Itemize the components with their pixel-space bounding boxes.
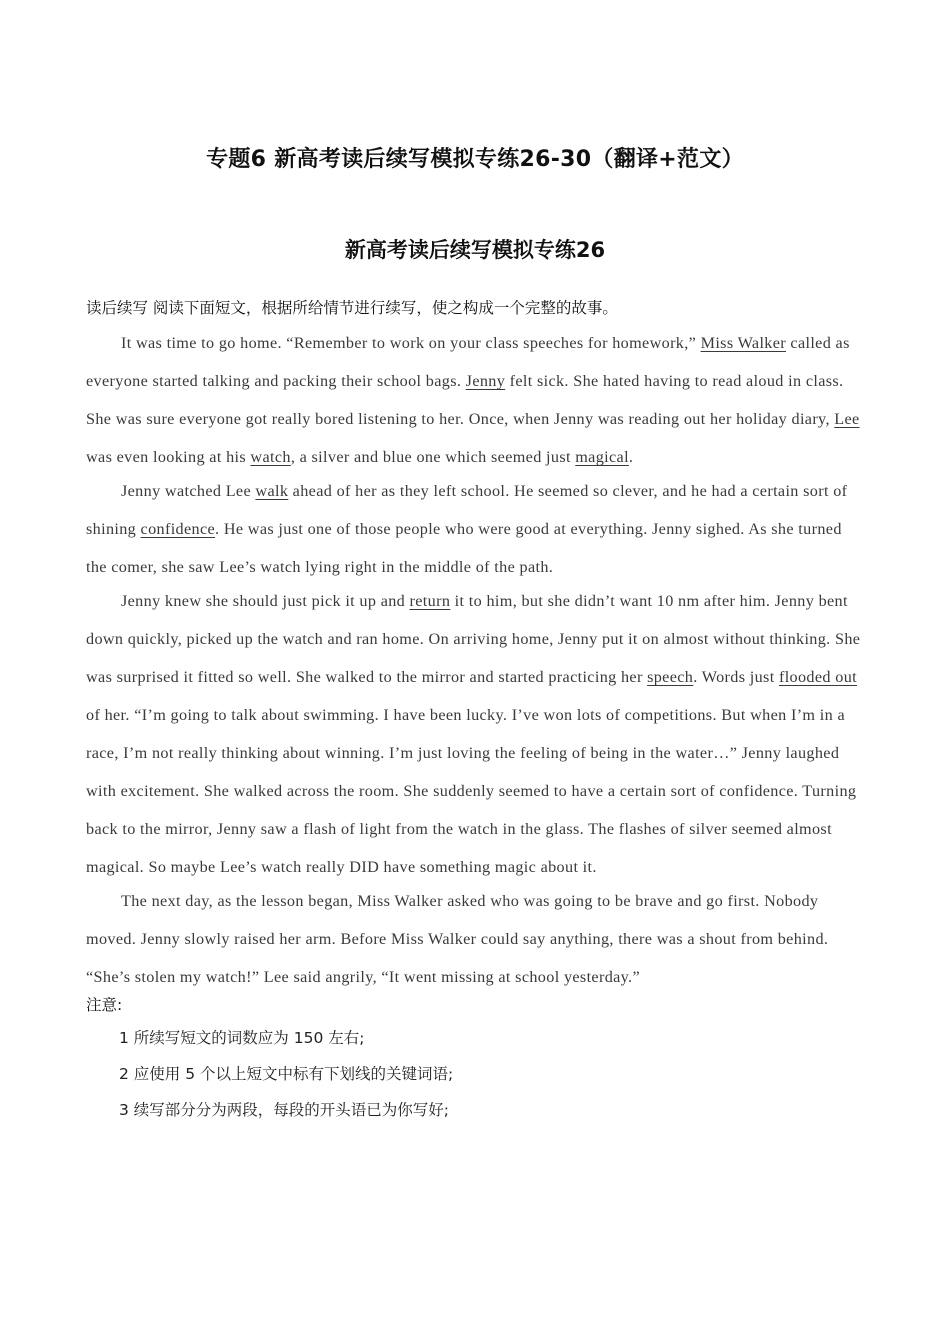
paragraph xyxy=(86,882,866,996)
passage-text: It was time to go home. “Remember to work on your class speeches for homework,” xyxy=(121,334,701,352)
passage-text: called as everyone started talking and packing their school bags. xyxy=(86,334,850,390)
passage-text: felt sick. She hated having to read aloud in class. She was sure everyone got really bored listening to her. Once, when Jenny was reading out her holiday diary, xyxy=(86,372,844,428)
note-item: 1 所续写短文的词数应为 150 左右; xyxy=(119,1029,365,1047)
key-word: flooded out xyxy=(778,668,857,686)
key-word: magical xyxy=(575,448,629,466)
key-word: walk xyxy=(255,482,289,500)
key-word: Miss Walker xyxy=(700,334,787,352)
notes-label: 注意: xyxy=(86,996,123,1014)
page-title: 专题6 新高考读后续写模拟专练26-30（翻译+范文） xyxy=(206,147,744,172)
passage-text: ahead of her as they left school. He seemed so clever, and he had a certain sort of shining xyxy=(86,482,848,538)
passage xyxy=(86,324,866,1128)
paragraph xyxy=(86,324,866,476)
passage-text: of her. “I’m going to talk about swimming. I have been lucky. I’ve won lots of competitions. But when I’m in a race, I’m not really thinking about winning. I’m just loving the feeling of being in the water…” Jenny laughed with excitement. She walked across the room. She suddenly seemed to have a certain sort of confidence. Turning back to the mirror, Jenny saw a flash of light from the watch in the glass. The flashes of silver seemed almost magical. So maybe Lee’s watch really DID have something magic about it. xyxy=(86,706,857,876)
paragraph xyxy=(86,472,866,586)
key-word: confidence xyxy=(140,520,216,538)
key-word: speech xyxy=(647,668,694,686)
passage-text: The next day, as the lesson began, Miss Walker asked who was going to be brave and go first. Nobody moved. Jenny slowly raised her arm. Before Miss Walker could say anything, there was a shout from behind. “She’s stolen my watch!” Lee said angrily, “It went missing at school yesterday.” xyxy=(86,892,829,986)
key-word: Jenny xyxy=(465,372,506,390)
passage-text: Jenny watched Lee xyxy=(121,482,256,500)
note-item: 3 续写部分分为两段，每段的开头语已为你写好; xyxy=(119,1101,450,1119)
passage-text: it to him, but she didn’t want 10 nm after him. Jenny bent down quickly, picked up the watch and ran home. On arriving home, Jenny put it on almost without thinking. She was surprised it fitted so well. She walked to the mirror and started practicing her xyxy=(86,592,861,686)
task-instruction: 读后续写 阅读下面短文，根据所给情节进行续写，使之构成一个完整的故事。 xyxy=(86,299,618,317)
passage-text: Jenny knew she should just pick it up and xyxy=(121,592,410,610)
passage-text: . xyxy=(628,448,634,466)
note-item: 2 应使用 5 个以上短文中标有下划线的关键词语; xyxy=(119,1065,454,1083)
passage-text: , a silver and blue one which seemed just xyxy=(290,448,576,466)
key-word: Lee xyxy=(834,410,860,428)
passage-text: . He was just one of those people who were good at everything. Jenny sighed. As she turned the comer, she saw Lee’s watch lying right in the middle of the path. xyxy=(86,520,842,576)
section-title: 新高考读后续写模拟专练26 xyxy=(344,238,606,262)
key-word: return xyxy=(409,592,451,610)
passage-text: was even looking at his xyxy=(86,448,251,466)
paragraph xyxy=(86,582,866,886)
passage-text: . Words just xyxy=(693,668,779,686)
key-word: watch xyxy=(250,448,291,466)
